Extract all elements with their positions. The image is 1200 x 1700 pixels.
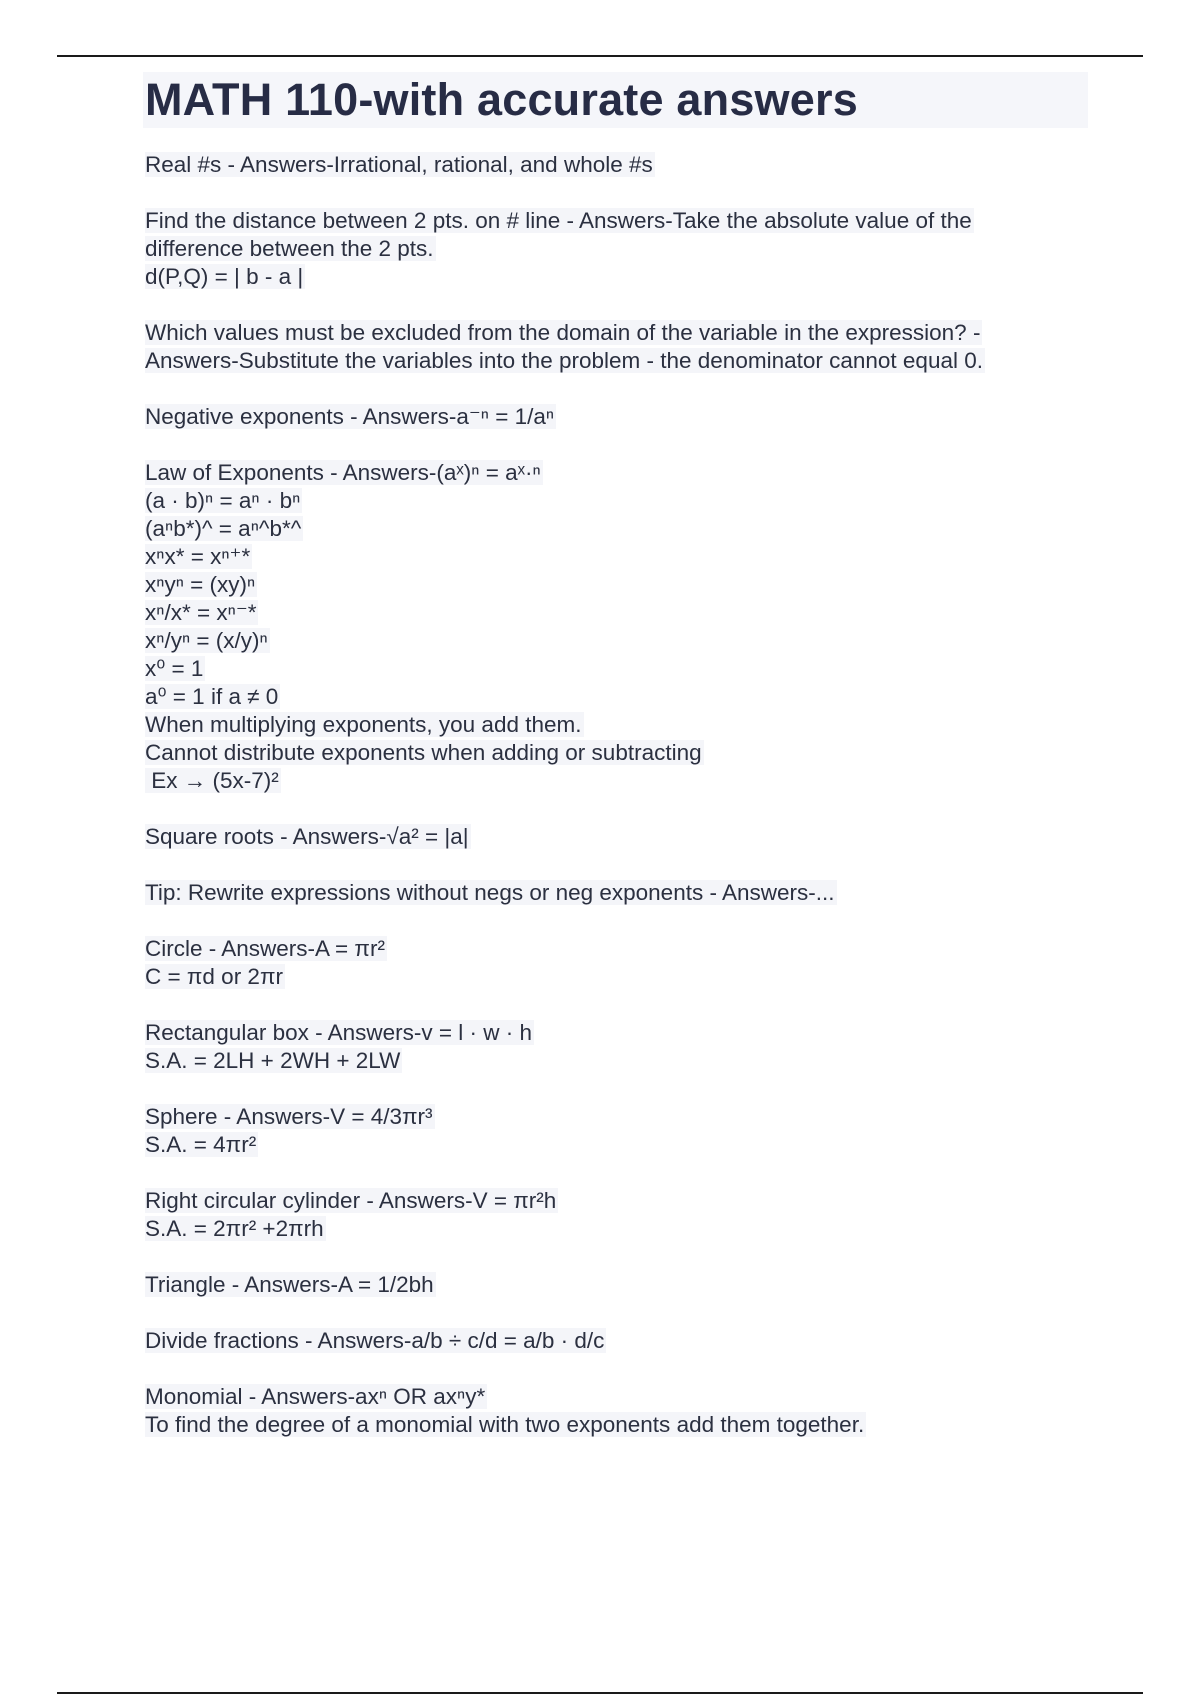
entry-line: a⁰ = 1 if a ≠ 0	[145, 684, 279, 709]
entry-line: Which values must be excluded from the domain of the variable in the expression? -	[145, 320, 981, 345]
entry-line: C = πd or 2πr	[145, 964, 283, 989]
entry-law-of-exponents	[145, 459, 1090, 795]
entry-line: Right circular cylinder - Answers-V = πr²h	[145, 1188, 557, 1213]
entry-tip-rewrite	[145, 879, 1090, 907]
entry-triangle	[145, 1271, 1090, 1299]
entry-line: Rectangular box - Answers-v = l · w · h	[145, 1020, 533, 1045]
document-page	[145, 72, 1090, 1467]
entry-rectangular-box	[145, 1019, 1090, 1075]
entry-line: Real #s - Answers-Irrational, rational, and whole #s	[145, 152, 653, 177]
entry-line: Sphere - Answers-V = 4/3πr³	[145, 1104, 433, 1129]
entry-circle	[145, 935, 1090, 991]
entry-line: Ex → (5x-7)²	[145, 768, 279, 793]
entry-line: Triangle - Answers-A = 1/2bh	[145, 1272, 434, 1297]
entry-line: d(P,Q) = | b - a |	[145, 264, 304, 289]
document-title: MATH 110-with accurate answers	[145, 74, 858, 125]
entry-real-numbers	[145, 151, 1090, 179]
entry-monomial	[145, 1383, 1090, 1439]
entry-line: To find the degree of a monomial with two exponents add them together.	[145, 1412, 865, 1437]
entry-line: S.A. = 4πr²	[145, 1132, 257, 1157]
entry-list	[145, 151, 1090, 1439]
entry-square-roots	[145, 823, 1090, 851]
entry-line: difference between the 2 pts.	[145, 236, 434, 261]
entry-line: xⁿyⁿ = (xy)ⁿ	[145, 572, 256, 597]
entry-line: xⁿx* = xⁿ⁺*	[145, 544, 251, 569]
entry-line: When multiplying exponents, you add them.	[145, 712, 582, 737]
title-block	[143, 72, 1088, 128]
entry-negative-exponents	[145, 403, 1090, 431]
entry-line: Monomial - Answers-axⁿ OR axⁿy*	[145, 1384, 486, 1409]
entry-line: xⁿ/yⁿ = (x/y)ⁿ	[145, 628, 268, 653]
bottom-rule	[57, 1692, 1143, 1694]
entry-domain-exclusion	[145, 319, 1090, 375]
entry-line: Answers-Substitute the variables into the problem - the denominator cannot equal 0.	[145, 348, 983, 373]
entry-distance	[145, 207, 1090, 291]
entry-line: Divide fractions - Answers-a/b ÷ c/d = a/b · d/c	[145, 1328, 605, 1353]
entry-sphere	[145, 1103, 1090, 1159]
entry-line: Negative exponents - Answers-a⁻ⁿ = 1/aⁿ	[145, 404, 555, 429]
entry-line: S.A. = 2LH + 2WH + 2LW	[145, 1048, 401, 1073]
entry-line: Square roots - Answers-√a² = |a|	[145, 824, 469, 849]
entry-line: S.A. = 2πr² +2πrh	[145, 1216, 324, 1241]
entry-cylinder	[145, 1187, 1090, 1243]
entry-line: Cannot distribute exponents when adding or subtracting	[145, 740, 702, 765]
entry-line: Circle - Answers-A = πr²	[145, 936, 385, 961]
entry-divide-fractions	[145, 1327, 1090, 1355]
entry-line: x⁰ = 1	[145, 656, 204, 681]
top-rule	[57, 55, 1143, 57]
entry-line: Find the distance between 2 pts. on # line - Answers-Take the absolute value of the	[145, 208, 972, 233]
entry-line: Tip: Rewrite expressions without negs or neg exponents - Answers-...	[145, 880, 835, 905]
entry-line: (aⁿb*)^ = aⁿ^b*^	[145, 516, 302, 541]
entry-line: Law of Exponents - Answers-(aˣ)ⁿ = aˣ·ⁿ	[145, 460, 541, 485]
entry-line: xⁿ/x* = xⁿ⁻*	[145, 600, 257, 625]
entry-line: (a · b)ⁿ = aⁿ · bⁿ	[145, 488, 301, 513]
